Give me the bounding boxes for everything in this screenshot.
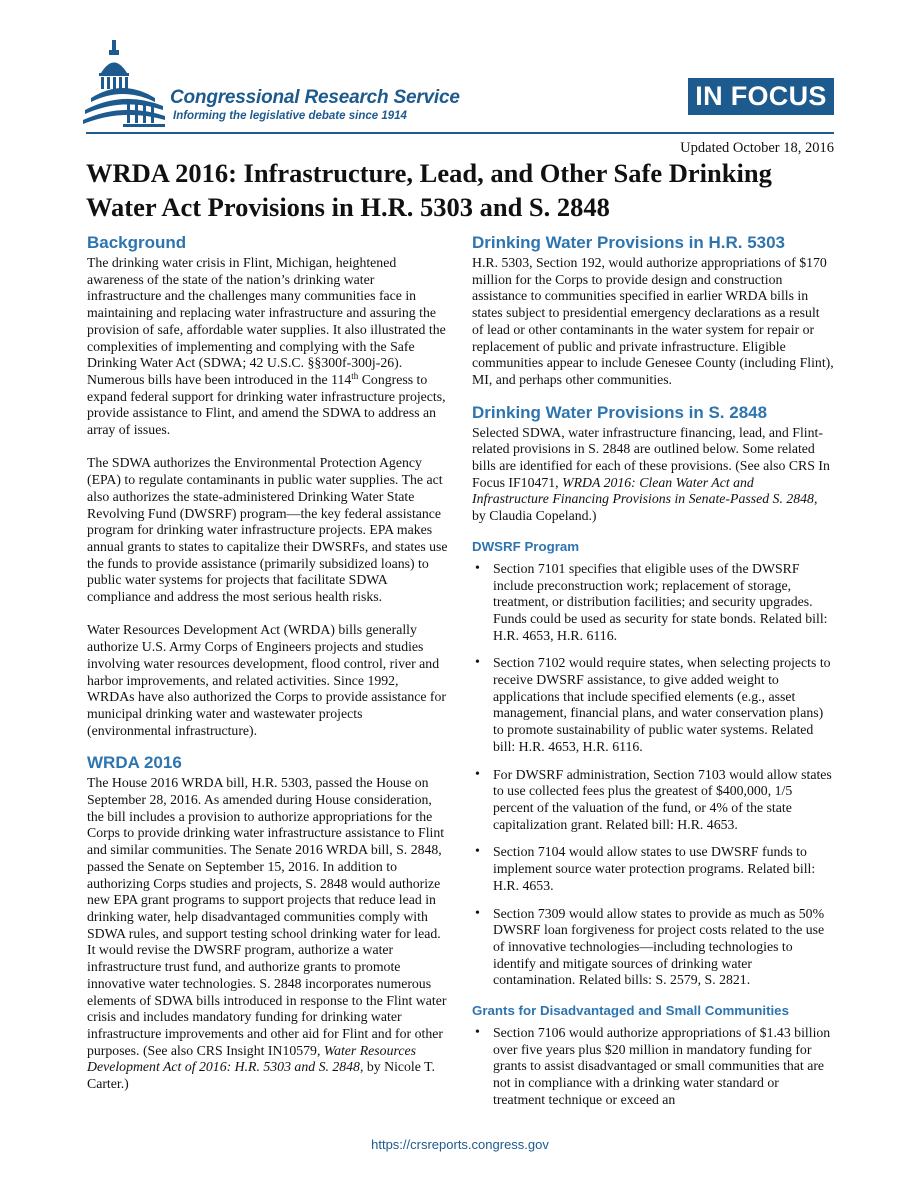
s2848-heading: Drinking Water Provisions in S. 2848 bbox=[472, 402, 768, 422]
wrda-2016-heading: WRDA 2016 bbox=[87, 753, 182, 773]
right-column bbox=[472, 232, 834, 1120]
dwsrf-program-heading: DWSRF Program bbox=[472, 538, 580, 554]
bullet-icon: • bbox=[475, 560, 480, 576]
in-focus-badge: IN FOCUS bbox=[688, 78, 834, 115]
updated-date: Updated October 18, 2016 bbox=[680, 140, 834, 156]
s2848-paragraph: Selected SDWA, water infrastructure financing, lead, and Flint-related provisions in S. 2848 are outlined below. Some related bills are identified for each of these provisions. (See also CRS In Focus IF10471, WRDA 2016: Clean Water Act and Infrastructure Financing Provisions in Senate-Passed S. 2848, by Claudia Copeland.) bbox=[472, 424, 830, 524]
list-item: • Section 7102 would require states, when selecting projects to receive DWSRF assistance, to give added weight to applications that include specified elements (e.g., asset management, financial plans, and water conservation plans) to promote sustainability of public water systems. Related bill: H.R. 4653, H.R. 6116. bbox=[475, 655, 831, 754]
org-tagline: Informing the legislative debate since 1914 bbox=[173, 110, 407, 122]
background-paragraph-1: The drinking water crisis in Flint, Michigan, heightened awareness of the state of the nation’s drinking water infrastructure and the challenges many communities face in maintaining and replacing water infrastructure and assuring the provision of safe, affordable water supplies. It also illustrated the complexities of implementing and complying with the Safe Drinking Water Act (SDWA; 42 U.S.C. §§300f-300j-26). Numerous bills have been introduced in the 114th Congress to expand federal support for drinking water infrastructure projects, provide assistance to Flint, and amend the SDWA to address an array of issues. bbox=[87, 255, 446, 438]
background-paragraph-2: The SDWA authorizes the Environmental Protection Agency (EPA) to regulate contaminants in public water supplies. The act also authorizes the state-administered Drinking Water State Revolving Fund (DWSRF) program—the key federal assistance program for drinking water infrastructure projects. EPA makes annual grants to states to capitalize their DWSRFs, and states use the funds to provide assistance (primarily subsidized loans) to public water systems for projects that facilitate SDWA compliance and address the most serious health risks. bbox=[87, 455, 448, 605]
dwsrf-bullet-list bbox=[472, 561, 834, 989]
org-name: Congressional Research Service bbox=[170, 87, 460, 108]
hr5303-paragraph: H.R. 5303, Section 192, would authorize appropriations of $170 million for the Corps to provide design and construction assistance to communities specified in earlier WRDA bills in states subject to presidential emergency declarations as a result of lead or other contaminants in the water system for repair or replacement of public and private infrastructure. Eligible communities appear to include Genesee County (including Flint), MI, and perhaps other communities. bbox=[472, 255, 834, 387]
list-item: • Section 7104 would allow states to use DWSRF funds to implement source water protection programs. Related bill: H.R. 4653. bbox=[475, 844, 816, 893]
header bbox=[0, 0, 920, 135]
bullet-icon: • bbox=[475, 844, 480, 860]
bullet-icon: • bbox=[475, 655, 480, 671]
bullet-icon: • bbox=[475, 905, 480, 921]
hr5303-heading: Drinking Water Provisions in H.R. 5303 bbox=[472, 233, 786, 252]
grants-heading: Grants for Disadvantaged and Small Communities bbox=[472, 1003, 789, 1019]
footer-url-link[interactable]: https://crsreports.congress.gov bbox=[371, 1137, 549, 1152]
bullet-icon: • bbox=[475, 766, 480, 782]
document-title: WRDA 2016: Infrastructure, Lead, and Other Safe Drinking Water Act Provisions in H.R. 5303 and S. 2848 bbox=[86, 158, 772, 222]
list-item: • Section 7309 would allow states to provide as much as 50% DWSRF loan forgiveness for project costs related to the use of innovative technologies—including technologies to identify and mitigate sources of drinking water contamination. Related bills: S. 2579, S. 2821. bbox=[475, 905, 825, 988]
list-item: • Section 7101 specifies that eligible uses of the DWSRF include preconstruction work; replacement of storage, treatment, or distribution facilities; and security upgrades. Funds could be used as security for state bonds. Related bill: H.R. 4653, H.R. 6116. bbox=[475, 560, 828, 643]
bullet-icon: • bbox=[475, 1025, 480, 1041]
list-item: • Section 7106 would authorize appropriations of $1.43 billion over five years plus $20 million in mandatory funding for grants to assist disadvantaged or small communities that are not in compliance with a drinking water standard or treatment technique or exceed an bbox=[475, 1025, 831, 1107]
list-item: • For DWSRF administration, Section 7103 would allow states to use collected fees plus the greatest of $400,000, 1/5 percent of the valuation of the fund, or 4% of the state capitalization grant. Related bill: H.R. 4653. bbox=[475, 766, 832, 832]
grants-bullet-list bbox=[472, 1025, 834, 1109]
header-divider bbox=[86, 132, 834, 134]
background-paragraph-3: Water Resources Development Act (WRDA) bills generally authorize U.S. Army Corps of Engineers projects and studies involving water resources development, flood control, river and harbor improvements, and related activities. Since 1992, WRDAs have also authorized the Corps to provide assistance for municipal drinking water and wastewater projects (environmental infrastructure). bbox=[87, 622, 447, 738]
left-column bbox=[87, 232, 449, 1109]
wrda-2016-paragraph: The House 2016 WRDA bill, H.R. 5303, passed the House on September 28, 2016. As amended during House consideration, the bill includes a provision to authorize appropriations for the Corps to provide drinking water infrastructure assistance to Flint and similar communities. The Senate 2016 WRDA bill, S. 2848, passed the Senate on September 15, 2016. In addition to authorizing Corps studies and projects, S. 2848 would authorize new EPA grant programs to support projects that reduce lead in drinking water, help disadvantaged communities comply with SDWA rules, and support testing school drinking water for lead. It would revise the DWSRF program, authorize a water infrastructure trust fund, and authorize grants to promote innovative water technologies. S. 2848 incorporates numerous elements of SDWA bills introduced in response to the Flint water crisis and includes mandatory funding for drinking water infrastructure improvements and other aid for Flint and for other purposes. (See also CRS Insight IN10579, Water Resources Development Act of 2016: H.R. 5303 and S. 2848, by Nicole T. Carter.) bbox=[87, 775, 447, 1092]
background-heading: Background bbox=[87, 233, 187, 252]
capitol-dome-logo-icon bbox=[83, 40, 165, 132]
